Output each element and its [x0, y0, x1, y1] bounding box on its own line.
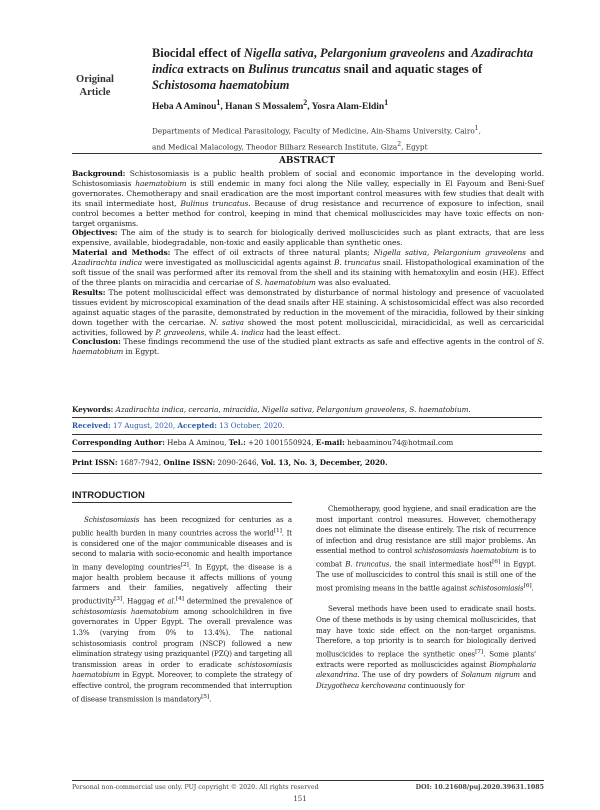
title-species: Bulinus truncatus [248, 62, 341, 76]
keywords-value: Azadirachta indica, cercaria, miracidia, Nigella sativa, Pelargonium graveolens, S. haematobium. [113, 405, 471, 414]
print-issn: 1687-7942, [117, 458, 164, 467]
issn-line [72, 458, 544, 467]
title-species: Pelargonium graveolens [319, 46, 445, 60]
dates-line [72, 421, 544, 430]
author-affil-sup: 1 [384, 98, 389, 107]
intro-paragraph: Schistosomiasis has been recognized for centuries as a public health burden in many countries across the world[1]. It is considered one of the major communicable diseases and is second to malaria with socio-economic and health importance in many developing countries[2]. In Egypt, the disease is a major health problem because it affects millions of young farmers and their families, negatively affecting their productivity[3]. Haggag et al.[4] determined the prevalence of schistosomiasis haematobium among schoolchildren in five governorates in Upper Egypt. The overall prevalence was 1.3% (varying from 0% to 13.4%). The national schistosomiasis control program (NSCP) followed a new elimination strategy using praziquantel (PZQ) and targeting all transmission areas in order to eradicate schistosomiasis haematobium in Egypt. Moreover, to complete the strategy of effective control, the program recommended that interruption of disease transmission is mandatory[5]. [72, 515, 293, 703]
abstract-body [72, 169, 544, 357]
dates-rule [72, 434, 542, 435]
introduction-rule [72, 502, 292, 503]
author-name: Heba A Aminou [152, 102, 217, 113]
article-type-label [66, 73, 124, 99]
citation-ref[interactable]: [6] [492, 558, 501, 565]
title-text: snail and aquatic stages of [340, 62, 483, 76]
page-number: 151 [293, 795, 307, 803]
abstract-methods: Material and Methods: The effect of oil extracts of three natural plants; Nigella sativa, Pelargonium graveolens and Azadirachta indica were investigated as molluscicidal agents against B. truncatus snail. Histopathological examination of the soft tissue of the snail was performed after its removal from the shell and its staining with hematoxylin and eosin (HE). Effect of the three plants on miracidia and cercariae of S. haematobium was also evaluated. [72, 248, 544, 287]
abstract-conclusion: Conclusion: These findings recommend the use of the studied plant extracts as safe and effective agents in the control of S. haematobium in Egypt. [72, 337, 544, 357]
title-species: Schistosoma haematobium [152, 78, 290, 92]
title-text: and [444, 46, 472, 60]
author-list: Heba A Aminou$^1$, Hanan S Mossalem$^2$, Yosra Alam-Eldin$^1$ [152, 98, 389, 113]
abstract-objectives: Objectives: The aim of the study is to search for biologically derived molluscicides such as plant extracts, that are less expensive, available, biodegradable, non-toxic and easily applicable than synthetic ones. [72, 228, 544, 248]
abstract-label: Results: [72, 287, 106, 297]
citation-ref[interactable]: [4] [175, 595, 184, 602]
accepted-date: 13 October, 2020. [216, 421, 285, 430]
corresponding-label: Corresponding Author: [72, 438, 165, 447]
article-type-line2: Article [79, 87, 111, 98]
corresponding-name: Heba A Aminou, [164, 438, 229, 447]
article-type-line1: Original [76, 74, 114, 85]
keywords-label: Keywords: [72, 405, 114, 414]
citation-ref[interactable]: [5] [201, 693, 210, 700]
doi-link[interactable]: DOI: 10.21608/puj.2020.39631.1085 [415, 784, 544, 791]
corresponding-rule [72, 451, 542, 452]
citation-ref[interactable]: [3] [114, 595, 123, 602]
affiliation-sup: 2 [397, 141, 402, 149]
abstract-label: Objectives: [72, 228, 118, 238]
online-issn-label: Online ISSN: [163, 458, 216, 467]
citation-ref[interactable]: [1] [273, 527, 282, 534]
intro-column-left [72, 515, 292, 716]
corresponding-author-line [72, 438, 544, 447]
citation-ref[interactable]: [2] [180, 561, 189, 568]
keywords-rule [72, 417, 542, 418]
citation-ref[interactable]: [7] [475, 648, 484, 655]
abstract-label: Conclusion: [72, 337, 121, 347]
volume-info: Vol. 13, No. 3, December, 2020. [261, 458, 388, 467]
intro-paragraph: Several methods have been used to eradicate snail hosts. One of these methods is by using chemical molluscicides, that may have toxic side effect on the non-target organisms. Therefore, a top priority is to search for biologically derived molluscicides to replace the synthetic ones[7]. Some plants' extracts were reported as molluscicides against Biomphalaria alexandrina. The use of dry powders of Solanum nigrum and Dizygotheca kerchoveana continuously for [316, 604, 536, 690]
abstract-label: Background: [72, 169, 126, 178]
email-value[interactable]: hebaaminou74@hotmail.com [344, 438, 454, 447]
affiliation-sup: 1 [474, 125, 479, 132]
print-issn-label: Print ISSN: [72, 458, 118, 467]
abstract-label: Material and Methods: [72, 248, 171, 258]
abstract-background: Background: Schistosomiasis is a public health problem of social and economic importance in the developing world. Schistosomiasis haematobium is still endemic in many foci along the Nile valley, especially in El Fayoum and Beni-Suef governorates. Chemotherapy and snail eradication are the most important control measures with few studies that dealt with its snail intermediate host, Bulinus truncatus. Because of drug resistance and recurrence of exposure to infection, snail control becomes a better method for control, keeping in mind that chemical molluscicides may have toxic effects on non-target organisms. [72, 169, 544, 228]
introduction-heading: INTRODUCTION [72, 490, 145, 501]
author-name: Yosra Alam-Eldin [311, 102, 385, 113]
citation-ref[interactable]: [6] [523, 582, 532, 589]
title-species: Azadirachta indica [152, 46, 534, 76]
issn-rule [72, 473, 542, 474]
email-label: E-mail: [315, 438, 345, 447]
title-text: extracts on [183, 62, 249, 76]
affiliation-line: and Medical Malacology, Theodor Bilharz Research Institute, Giza [152, 142, 398, 152]
author-affil-sup: 1 [216, 98, 221, 107]
tel-value: +20 1001550924, [245, 438, 316, 447]
affiliation-line: Departments of Medical Parasitology, Faculty of Medicine, Ain-Shams University, Cairo [152, 126, 475, 136]
accepted-label: Accepted: [177, 421, 217, 430]
abstract-results: Results: The potent molluscicidal effect was demonstrated by disturbance of normal histology and presence of vacuolated tissues evident by microscopical examination of the dead snails after HE staining. A schistosomicidal effect was also recorded against aquatic stages of the parasite, demonstrated by reduction in the movement of the miracidia, followed by their sinking down together with the cercariae. N. sativa showed the most potent molluscicidal, miracidicidal, as well as cercaricidal activities, followed by P. graveolens, while A. indica had the least effect. [72, 287, 544, 337]
abstract-heading: ABSTRACT [278, 156, 336, 166]
online-issn: 2090-2646, [215, 458, 262, 467]
keywords [72, 405, 544, 414]
affiliation-line: , Egypt [401, 142, 428, 152]
title-text: , [313, 46, 320, 60]
intro-paragraph: Chemotherapy, good hygiene, and snail eradication are the most important control measures. However, chemotherapy does not eliminate the disease entirely. The risk of recurrence of infection and drug resistance are still major problems. An essential method to control schistosomiasis haematobium is to combat B. truncatus, the snail intermediate host[6] in Egypt. The use of molluscicides to control this snail is still one of the most promising means in the battle against schistosomiasis[6]. [316, 504, 537, 592]
article-title [152, 45, 542, 93]
title-species: Nigella sativa [243, 46, 314, 60]
abstract-top-rule [72, 153, 542, 154]
author-affil-sup: 2 [303, 98, 308, 107]
affiliations: Departments of Medical Parasitology, Faculty of Medicine, Ain-Shams University, Cairo$^1$, and Medical Malacology, Theodor Bilharz Research Institute, Giza$^2$, Egypt [152, 125, 481, 152]
copyright-notice: Personal non-commercial use only. PUJ copyright © 2020. All rights reserved [72, 784, 319, 791]
tel-label: Tel.: [228, 438, 246, 447]
footer-rule [72, 780, 544, 781]
received-label: Received: [72, 421, 111, 430]
received-date: 17 August, 2020, [110, 421, 178, 430]
intro-column-right [316, 504, 536, 703]
author-name: Hanan S Mossalem [225, 102, 304, 113]
title-text: Biocidal effect of [152, 46, 244, 60]
